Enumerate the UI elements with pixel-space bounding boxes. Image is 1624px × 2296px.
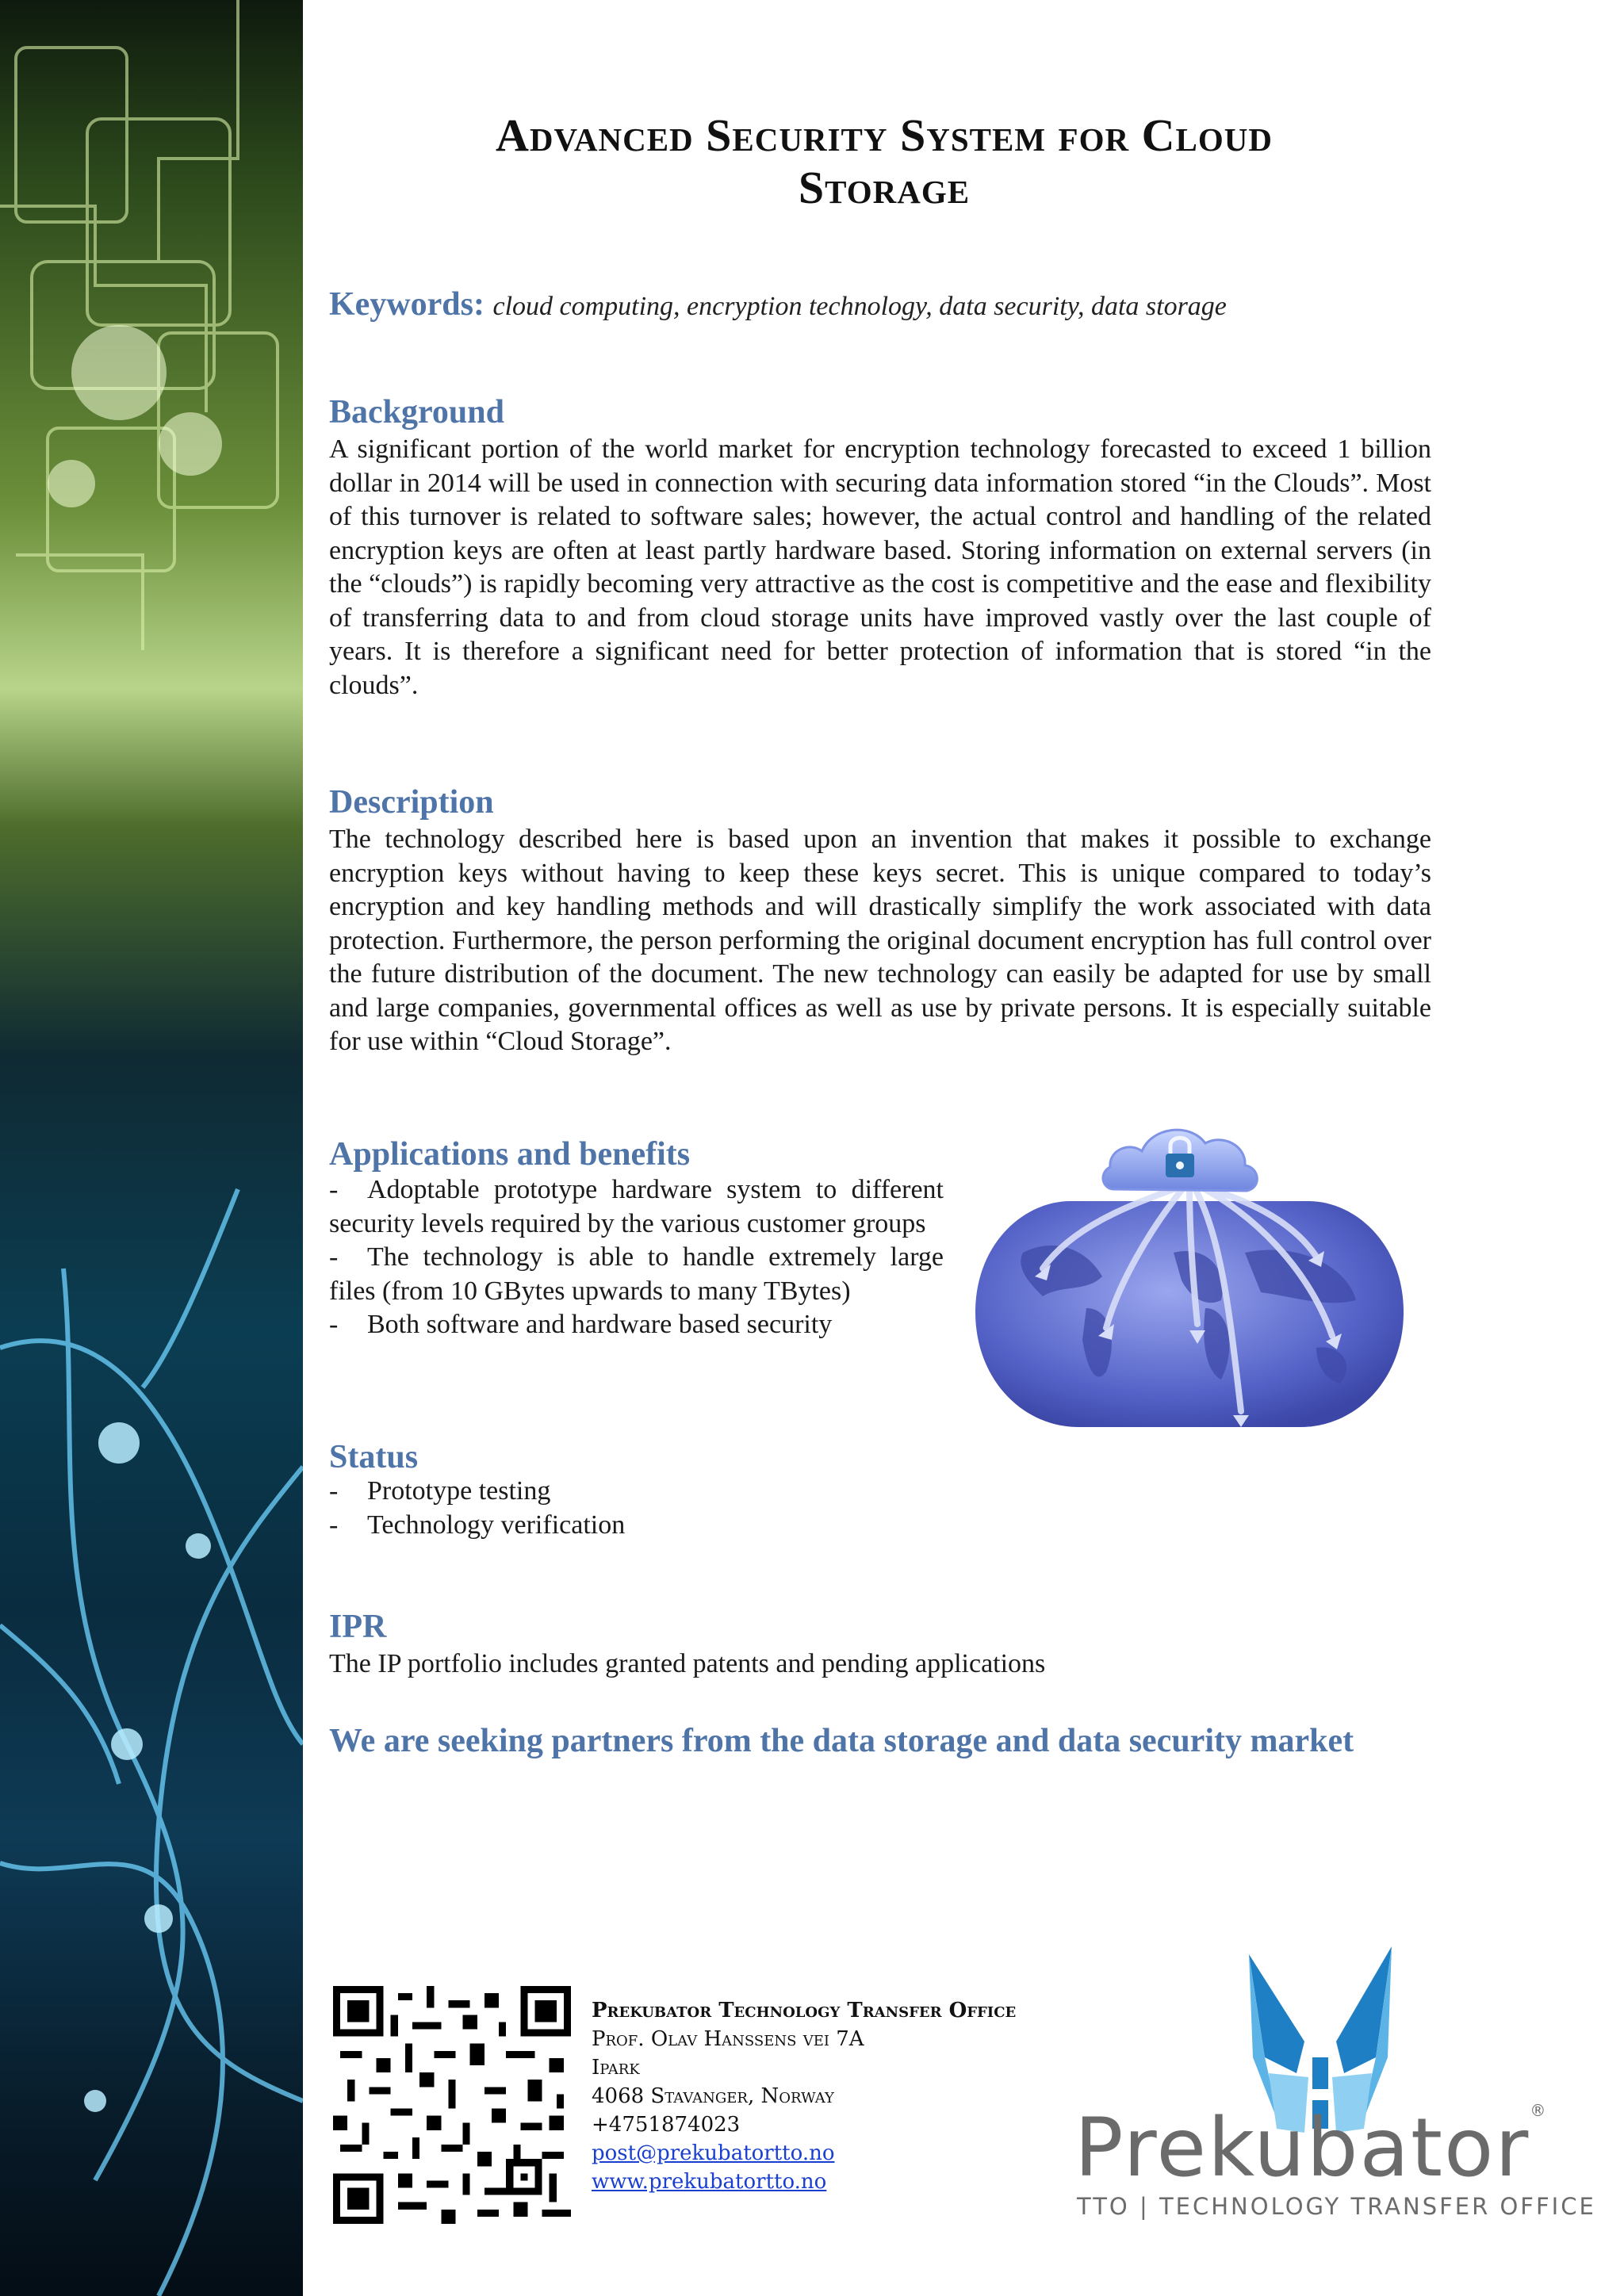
ipr-text: The IP portfolio includes granted patents and pending applications <box>329 1649 1046 1678</box>
registered-mark: ® <box>1530 2101 1548 2120</box>
contact-building: Ipark <box>592 2056 640 2080</box>
list-item: - Both software and hardware based security <box>329 1310 833 1339</box>
applications-list <box>329 1173 944 1342</box>
contact-street: Prof. Olav Hanssens vei 7A <box>592 2027 864 2051</box>
contact-org: Prekubator Technology Transfer Office <box>592 1999 1017 2022</box>
contact-email-link[interactable]: post@prekubatortto.no <box>592 2141 835 2165</box>
status-list <box>329 1475 625 1542</box>
cloud-globe-illustration <box>967 1110 1411 1443</box>
logo-tagline: TTO | TECHNOLOGY TRANSFER OFFICE <box>1077 2193 1596 2220</box>
background-text: A significant portion of the world market for encryption technology forecasted to exceed 1 billion dollar in 2014 will be used in connection with securing data information stored “in the Clouds”. Most of this turnover is related to software sales; however, the actual control and handling of the related encryption keys are often at least partly hardware based. Storing information on external servers (in the “clouds”) is rapidly becoming very attractive as the cost is competitive and the ease and flexibility of transferring data to and from cloud storage units have improved vastly over the last couple of years. It is therefore a significant need for better protection of information that is stored “in the clouds”. <box>329 434 1431 700</box>
applications-heading: Applications and benefits <box>329 1136 691 1173</box>
list-item: - The technology is able to handle extremely large files (from 10 GBytes upwards to many TBytes) <box>329 1242 944 1306</box>
contact-block <box>592 1996 1016 2196</box>
partner-callout: We are seeking partners from the data storage and data security market <box>329 1723 1354 1759</box>
circuit-network-art <box>0 0 303 2296</box>
status-heading: Status <box>329 1439 419 1475</box>
description-text: The technology described here is based upon an invention that makes it possible to exchange encryption keys without having to keep these keys secret. This is unique compared to today’s encryption and key handling methods and will drastically simplify the work associated with data protection. Furthermore, the person performing the original document encryption has full control over the future distribution of the document. The new technology can easily be adapted for use by small and large companies, governmental offices as well as use by private persons. It is especially suitable for use within “Cloud Storage”. <box>329 825 1431 1056</box>
title-line-2: Storage <box>798 162 971 213</box>
contact-phone: +4751874023 <box>592 2113 741 2137</box>
description-heading: Description <box>329 784 494 821</box>
side-decoration <box>0 0 303 2296</box>
cloud-lock-icon <box>1103 1130 1257 1191</box>
logo-wordmark: Prekubator® <box>1074 2101 1548 2195</box>
ipr-heading: IPR <box>329 1609 387 1645</box>
keywords-label: Keywords: <box>329 286 485 323</box>
qr-code[interactable] <box>333 1986 571 2224</box>
keywords-line <box>329 285 1439 323</box>
contact-web-link[interactable]: www.prekubatortto.no <box>592 2170 827 2194</box>
list-item: - Technology verification <box>329 1510 626 1540</box>
contact-city: 4068 Stavanger, Norway <box>592 2084 834 2108</box>
title-line-1: Advanced Security System for Cloud <box>496 109 1273 161</box>
page-title <box>349 109 1419 214</box>
keywords-text: cloud computing, encryption technology, data security, data storage <box>492 292 1227 321</box>
background-heading: Background <box>329 394 504 430</box>
list-item: - Adoptable prototype hardware system to different security levels required by the various customer groups <box>329 1175 944 1238</box>
list-item: - Prototype testing <box>329 1476 551 1506</box>
